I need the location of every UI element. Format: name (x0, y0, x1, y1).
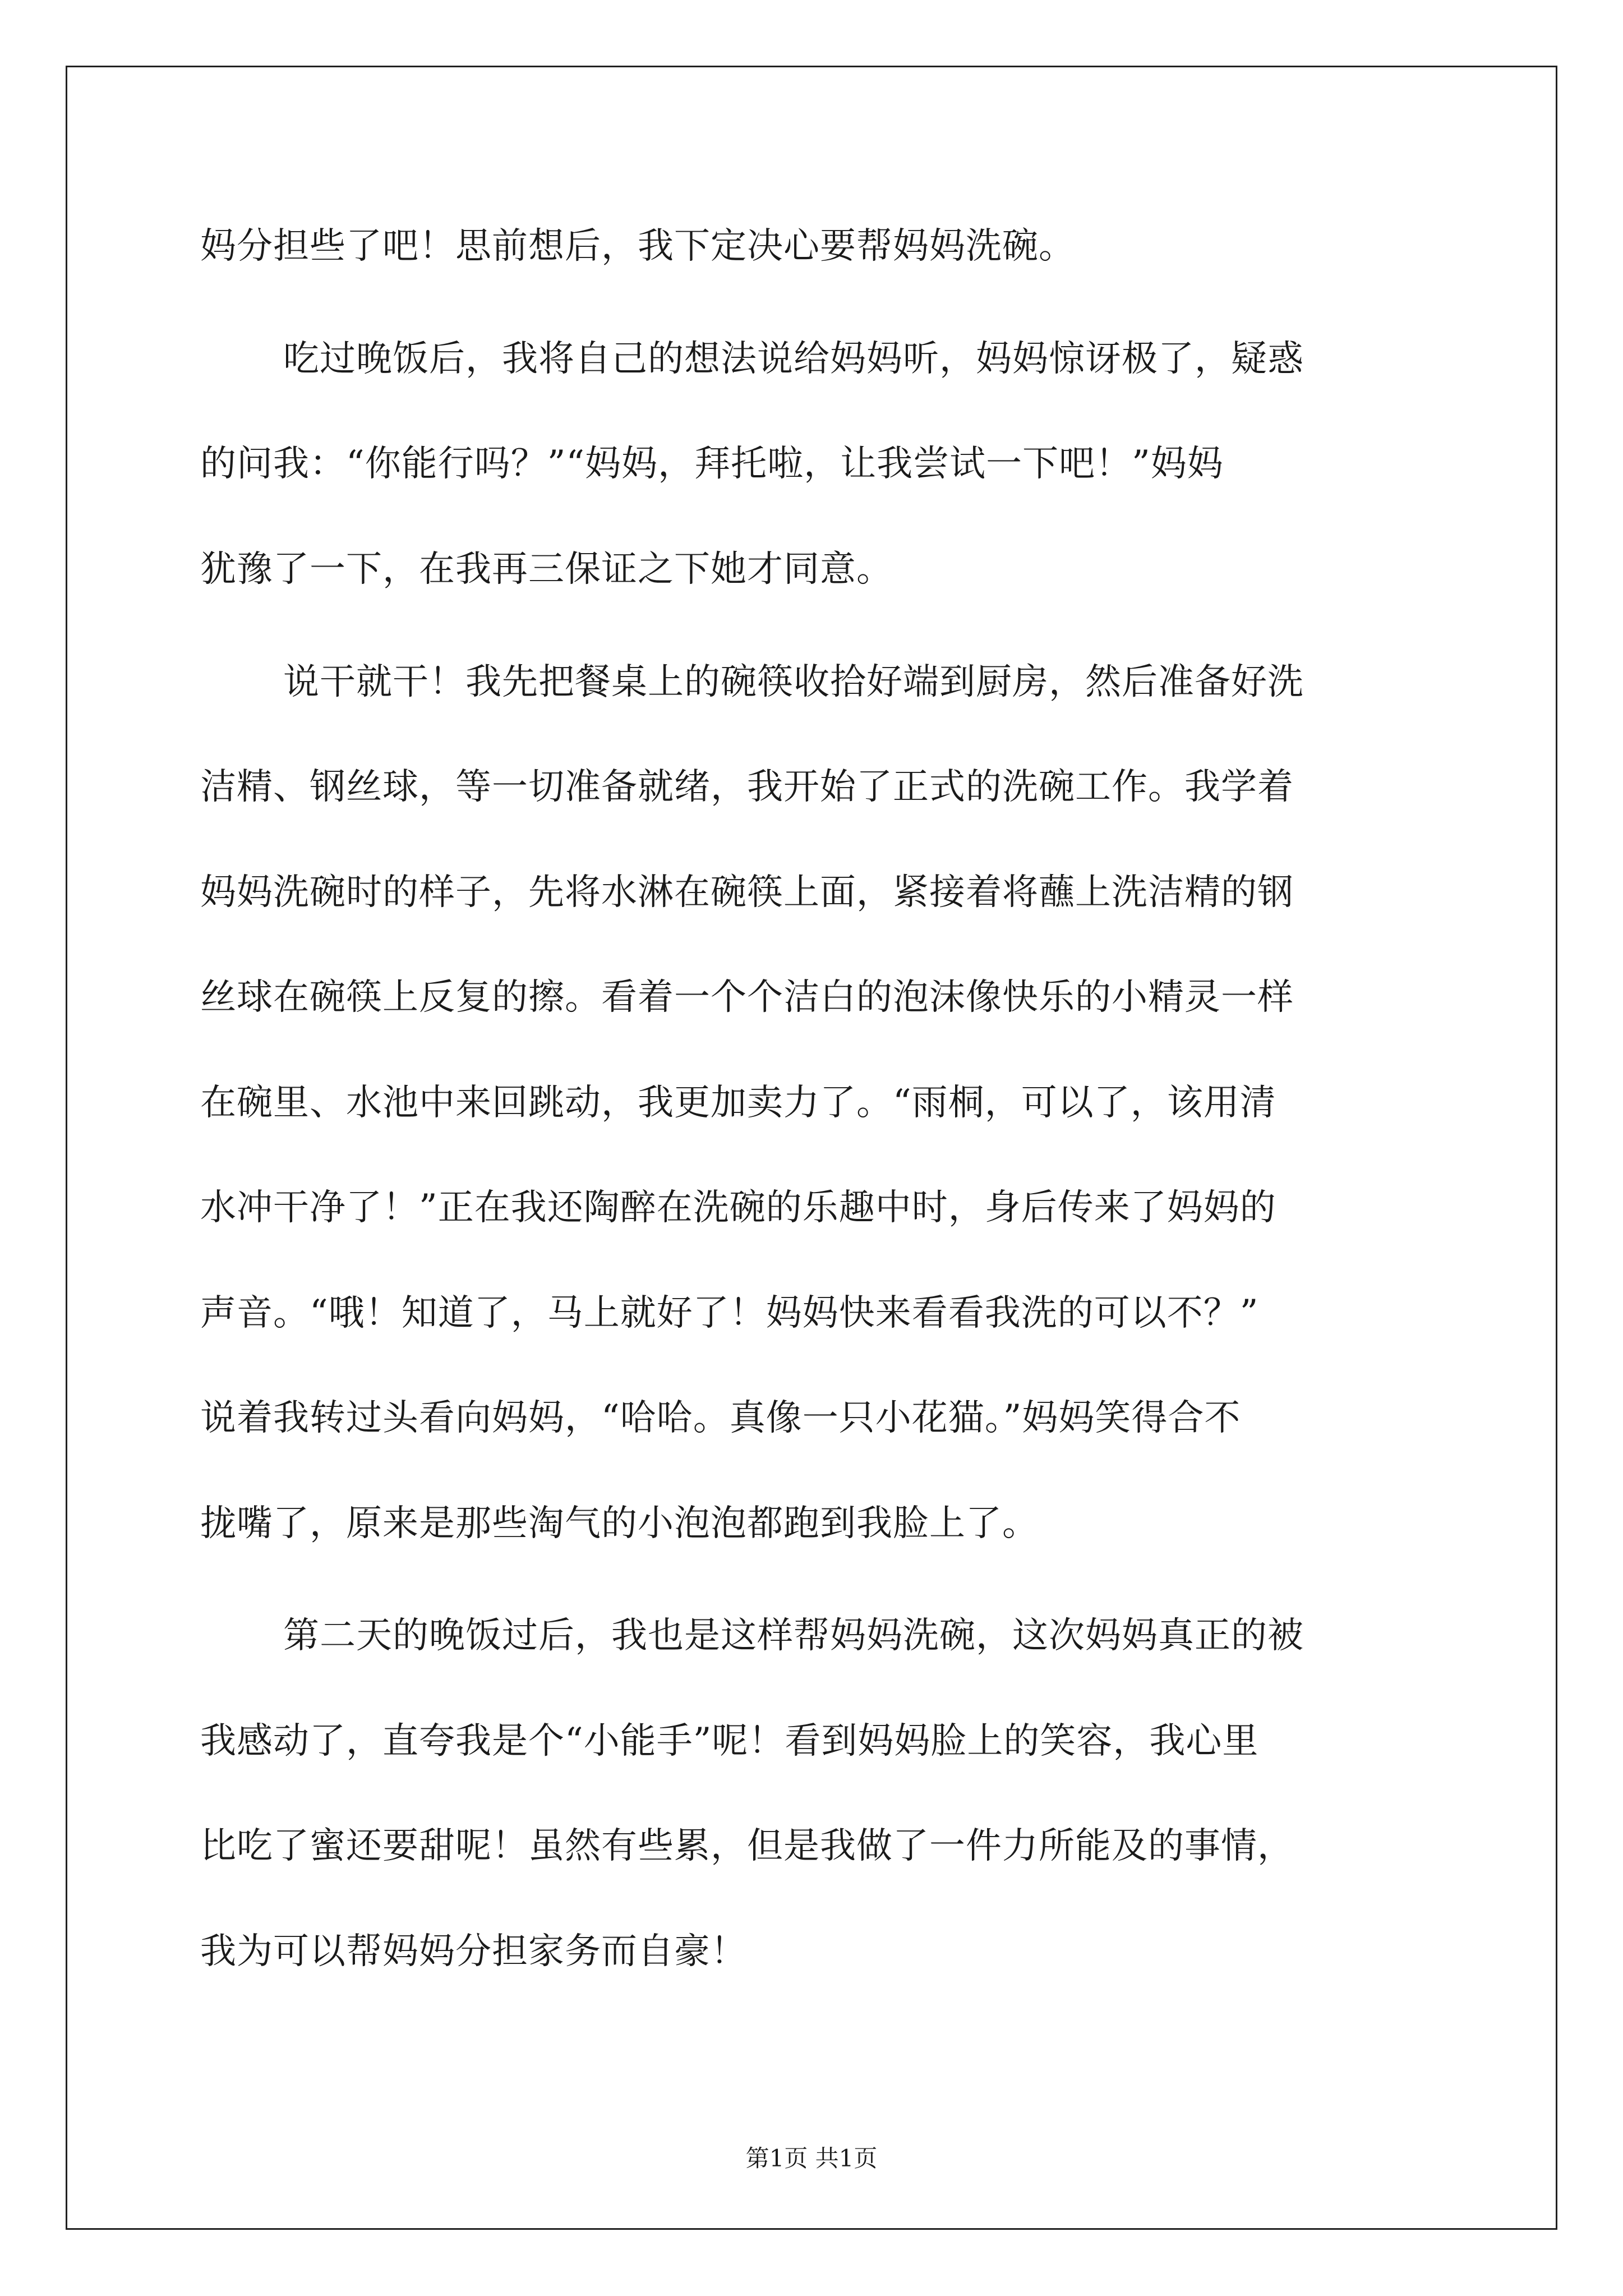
text-line: 丝球在碗筷上反复的擦。看着一个个洁白的泡沫像快乐的小精灵一样 (200, 977, 1294, 1018)
text-line: 我感动了，直夸我是个“小能手”呢！看到妈妈脸上的笑容，我心里 (200, 1720, 1259, 1762)
text-line: 拢嘴了，原来是那些淘气的小泡泡都跑到我脸上了。 (200, 1503, 1039, 1544)
text-line: 说干就干！我先把餐桌上的碗筷收拾好端到厨房，然后准备好洗 (283, 661, 1304, 703)
text-line: 妈妈洗碗时的样子，先将水淋在碗筷上面，紧接着将蘸上洗洁精的钢 (200, 872, 1294, 913)
text-line: 水冲干净了！”正在我还陶醉在洗碗的乐趣中时，身后传来了妈妈的 (200, 1187, 1276, 1228)
text-line: 比吃了蜜还要甜呢！虽然有些累，但是我做了一件力所能及的事情， (200, 1825, 1294, 1867)
text-line: 妈分担些了吧！思前想后，我下定决心要帮妈妈洗碗。 (200, 226, 1075, 267)
text-line: 说着我转过头看向妈妈，“哈哈。真像一只小花猫。”妈妈笑得合不 (200, 1397, 1241, 1439)
page-number-footer: 第1页 共1页 (745, 2145, 878, 2172)
text-line: 第二天的晚饭过后，我也是这样帮妈妈洗碗，这次妈妈真正的被 (283, 1615, 1304, 1657)
text-line: 声音。“哦！知道了，马上就好了！妈妈快来看看我洗的可以不？” (200, 1292, 1259, 1334)
text-line: 吃过晚饭后，我将自己的想法说给妈妈听，妈妈惊讶极了，疑惑 (283, 338, 1304, 380)
text-line: 的问我：“你能行吗？”“妈妈，拜托啦，让我尝试一下吧！”妈妈 (200, 443, 1224, 485)
page-border (66, 66, 1557, 2230)
text-line: 犹豫了一下，在我再三保证之下她才同意。 (200, 549, 893, 590)
text-line: 洁精、钢丝球，等一切准备就绪，我开始了正式的洗碗工作。我学着 (200, 766, 1294, 808)
text-line: 在碗里、水池中来回跳动，我更加卖力了。“雨桐，可以了，该用清 (200, 1082, 1276, 1124)
text-line: 我为可以帮妈妈分担家务而自豪！ (200, 1931, 747, 1972)
